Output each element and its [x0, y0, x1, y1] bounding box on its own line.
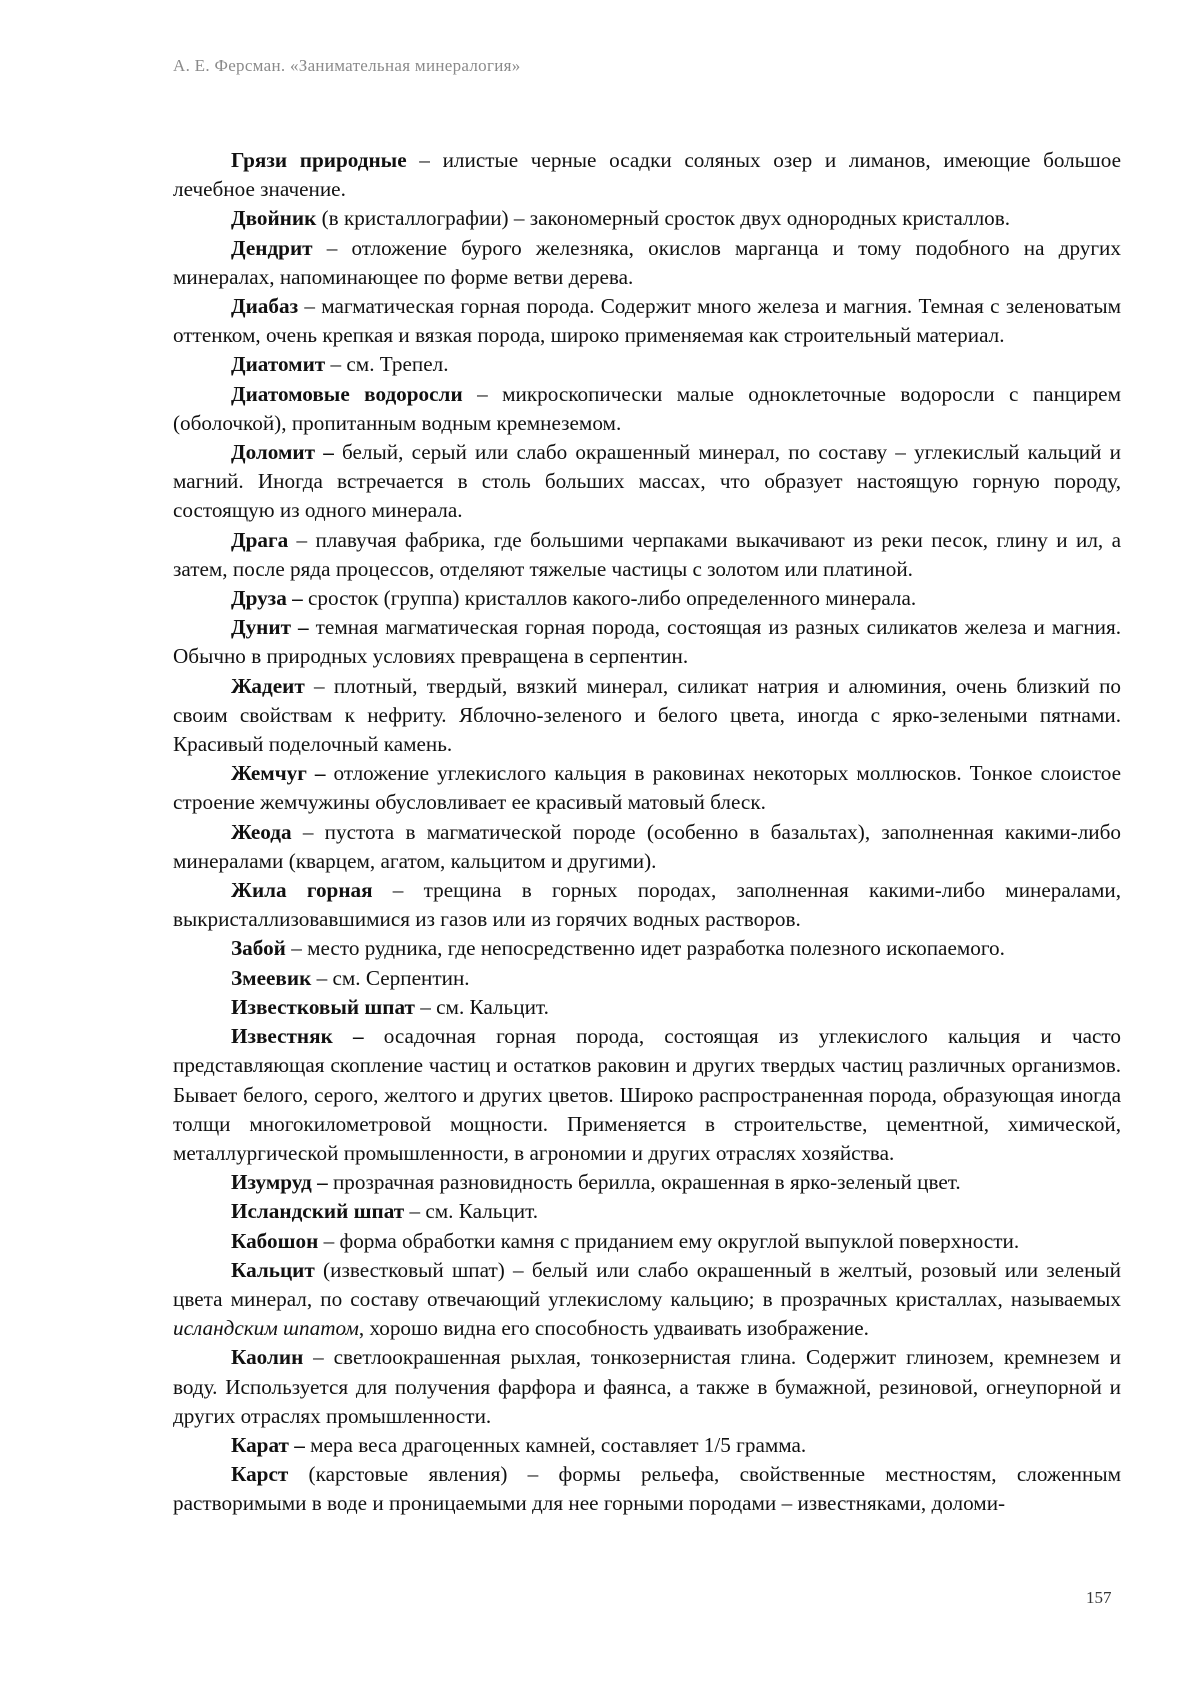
glossary-entry — [173, 350, 1121, 379]
entry-term: Известковый шпат — [231, 994, 415, 1019]
entry-definition: – отложение бурого железняка, окислов марганца и тому подобного на других минералах, напоминающее по форме ветви дерева. — [173, 235, 1121, 289]
glossary-entry — [173, 1460, 1121, 1518]
glossary-entry — [173, 584, 1121, 613]
glossary-entry — [173, 1022, 1121, 1168]
entry-definition: – см. Кальцит. — [404, 1199, 539, 1224]
entry-term: Драга — [231, 527, 289, 552]
entry-term: Карат – — [231, 1432, 305, 1457]
glossary-entry — [173, 876, 1121, 934]
entry-definition: белый, серый или слабо окрашенный минерал, по составу – углекислый кальций и магний. Иногда встречается в столь больших массах, что образует настоящую горную породу, состоящую из одного минерала. — [173, 440, 1121, 523]
entry-definition: сросток (группа) кристаллов какого-либо определенного минерала. — [302, 586, 917, 611]
entry-term: Змеевик — [231, 965, 312, 990]
entry-term: Дунит – — [231, 615, 309, 640]
entry-definition: (карстовые явления) – формы рельефа, свойственные местностям, сложенным растворимыми в воде и проницаемыми для нее горными породами – известняками, доломи- — [173, 1462, 1121, 1516]
entry-term: Диатомит — [231, 352, 326, 377]
entry-definition: – магматическая горная порода. Содержит много железа и магния. Темная с зеленоватым оттенком, очень крепкая и вязкая порода, широко применяемая как строительный материал. — [173, 294, 1121, 348]
entry-term: Двойник — [231, 206, 317, 231]
entry-definition: – см. Серпентин. — [311, 965, 470, 990]
glossary-entry — [173, 1227, 1121, 1256]
glossary-entry — [173, 1168, 1121, 1197]
glossary-entry — [173, 613, 1121, 671]
entry-term: Кабошон — [231, 1228, 319, 1253]
entry-term: Жемчуг – — [231, 761, 326, 786]
glossary-entry — [173, 672, 1121, 760]
entry-term: Грязи природные — [231, 148, 407, 172]
glossary-entry — [173, 1256, 1121, 1344]
glossary-entry — [173, 934, 1121, 963]
entry-term: Карст — [231, 1462, 289, 1487]
running-header: А. Е. Ферсман. «Занимательная минералогия» — [173, 56, 521, 75]
glossary-entry — [173, 1343, 1121, 1431]
glossary-entry — [173, 146, 1121, 204]
entry-definition: – светлоокрашенная рыхлая, тонкозернистая глина. Содержит глинозем, кремнезем и воду. Используется для получения фарфора и фаянса, а также в бумажной, резиновой, огнеупорной и других отраслях промышленности. — [173, 1345, 1121, 1428]
entry-term: Дендрит — [231, 235, 313, 260]
glossary-entry — [173, 204, 1121, 233]
entry-definition: – место рудника, где непосредственно идет разработка полезного ископаемого. — [285, 936, 1005, 961]
entry-definition: – плотный, твердый, вязкий минерал, силикат натрия и алюминия, очень близкий по своим свойствам к нефриту. Яблочно-зеленого и белого цвета, иногда с ярко-зелеными пятнами. Красивый поделочный камень. — [173, 673, 1121, 757]
glossary-entry — [173, 234, 1121, 292]
entry-term: Каолин — [231, 1345, 304, 1370]
entry-definition: – форма обработки камня с приданием ему округлой выпуклой поверхности. — [318, 1228, 1020, 1253]
glossary-entries — [173, 146, 1121, 1519]
entry-term: Исландский шпат — [231, 1199, 405, 1224]
entry-term: Диатомовые водоросли — [231, 381, 463, 406]
entry-term: Жила горная — [231, 878, 373, 903]
glossary-entry — [173, 380, 1121, 438]
entry-definition: осадочная горная порода, состоящая из углекислого кальция и часто представляющая скопление частиц и остатков раковин и других твердых частиц различных организмов. Бывает белого, серого, желтого и других цветов. Широко распространенная порода, образующая иногда толщи многокилометровой мощности. Применяется в строительстве, цементной, химической, металлургической промышленности, в агрономии и других отраслях хозяйства. — [173, 1024, 1121, 1165]
glossary-entry — [173, 759, 1121, 817]
entry-definition-tail: , хорошо видна его способность удваивать изображение. — [358, 1316, 869, 1341]
glossary-entry — [173, 993, 1121, 1022]
entry-term: Жеода — [231, 819, 292, 844]
entry-definition: мера веса драгоценных камней, составляет 1/5 грамма. — [304, 1432, 807, 1457]
glossary-entry — [173, 964, 1121, 993]
entry-definition: – микроскопически малые одноклеточные водоросли с панцирем (оболочкой), пропитанным водным кремнеземом. — [173, 381, 1121, 435]
entry-term: Известняк – — [231, 1024, 364, 1049]
glossary-entry — [173, 1197, 1121, 1226]
entry-term: Диабаз — [231, 294, 299, 319]
page-number: 157 — [1086, 1588, 1112, 1607]
entry-definition: – плавучая фабрика, где большими черпаками выкачивают из реки песок, глину и ил, а затем, после ряда процессов, отделяют тяжелые частицы с золотом или платиной. — [173, 527, 1121, 581]
entry-term: Кальцит — [231, 1257, 315, 1282]
glossary-entry — [173, 1431, 1121, 1460]
entry-term: Жадеит — [231, 673, 305, 698]
glossary-entry — [173, 438, 1121, 526]
entry-definition: – илистые черные осадки соляных озер и лиманов, имеющие большое лечебное значение. — [173, 148, 1121, 202]
entry-definition: – пустота в магматической породе (особенно в базальтах), заполненная какими-либо минералами (кварцем, агатом, кальцитом и другими). — [173, 819, 1121, 873]
entry-term: Доломит – — [231, 440, 334, 465]
entry-term: Друза – — [231, 586, 303, 611]
entry-definition: темная магматическая горная порода, состоящая из разных силикатов железа и магния. Обычно в природных условиях превращена в серпентин. — [173, 615, 1121, 669]
entry-italic-term: исландским шпатом — [173, 1316, 359, 1341]
entry-definition: прозрачная разновидность берилла, окрашенная в ярко-зеленый цвет. — [327, 1170, 961, 1195]
entry-definition: отложение углекислого кальция в раковинах некоторых моллюсков. Тонкое слоистое строение жемчужины обусловливает ее красивый матовый блеск. — [173, 761, 1121, 815]
entry-definition: – см. Трепел. — [325, 352, 449, 377]
glossary-entry — [173, 526, 1121, 584]
entry-definition: (в кристаллографии) – закономерный сросток двух однородных кристаллов. — [316, 206, 1011, 231]
entry-term: Изумруд – — [231, 1170, 328, 1195]
entry-definition: – трещина в горных породах, заполненная какими-либо минералами, выкристаллизовавшимися из газов или из горячих водных растворов. — [173, 878, 1121, 932]
entry-definition: (известковый шпат) – белый или слабо окрашенный в желтый, розовый или зеленый цвета минерал, по составу отвечающий углекислому кальцию; в прозрачных кристаллах, называемых — [173, 1257, 1121, 1311]
glossary-entry — [173, 292, 1121, 350]
entry-term: Забой — [231, 936, 286, 961]
glossary-entry — [173, 818, 1121, 876]
entry-definition: – см. Кальцит. — [414, 994, 549, 1019]
